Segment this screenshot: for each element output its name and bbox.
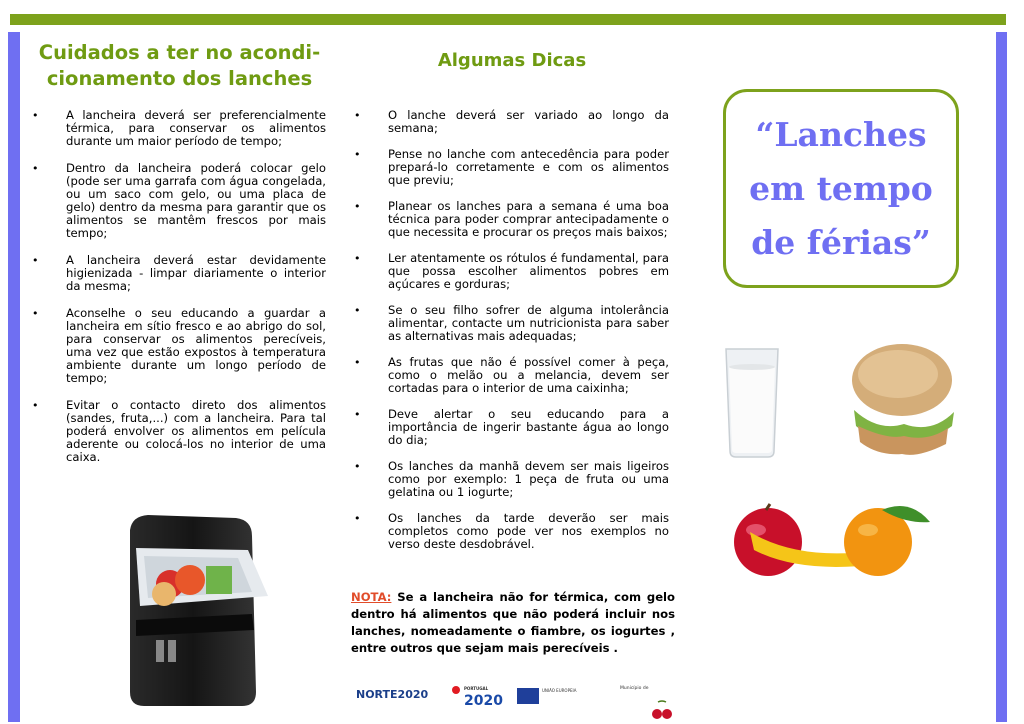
eu-flag-logo <box>517 688 539 704</box>
bullet-icon: • <box>32 162 39 175</box>
sandwich-image <box>848 340 958 460</box>
fruits-image <box>730 502 935 580</box>
sponsor-logos <box>352 686 692 720</box>
list-item: • As frutas que não é possível comer à peça, como o melão ou a melancia, devem ser cortadas para o interior de uma caixinha; <box>354 355 669 395</box>
bullet-icon: • <box>32 307 39 320</box>
left-purple-bar <box>8 32 20 722</box>
list-item: • Os lanches da manhã devem ser mais ligeiros como por exemplo: 1 peça de fruta ou uma gelatina ou 1 iogurte; <box>354 459 669 499</box>
bullet-icon: • <box>354 252 361 265</box>
top-green-bar <box>10 14 1006 25</box>
note-label: NOTA: <box>351 590 392 604</box>
brochure-title: “Lanches em tempo de férias” <box>749 114 933 262</box>
list-item: • A lancheira deverá estar devidamente higienizada - limpar diariamente o interior da mesma; <box>32 253 326 293</box>
note-text: Se a lancheira não for térmica, com gelo dentro há alimentos que não poderá incluir nos lanches, nomeadamente o fiambre, os iogurtes , entre outros que sejam mais perecíveis . <box>351 590 675 655</box>
list-item: • A lancheira deverá ser preferencialmente térmica, para conservar os alimentos durante um maior período de tempo; <box>32 108 326 148</box>
list-item: • Se o seu filho sofrer de alguma intolerância alimentar, contacte um nutricionista para saber as alternativas mais adequadas; <box>354 303 669 343</box>
right-purple-bar <box>996 32 1007 722</box>
portugal2020-logo: PORTUGAL 2020 <box>452 686 500 716</box>
milk-glass-image <box>722 345 782 460</box>
bullet-icon: • <box>354 512 361 525</box>
list-item: • Evitar o contacto direto dos alimentos (sandes, fruta,...) com a lancheira. Para tal poderá envolver os alimentos em película aderente ou colocá-los no interior de uma caixa. <box>32 398 326 464</box>
care-list <box>29 109 326 478</box>
list-item: • Dentro da lancheira poderá colocar gelo (pode ser uma garrafa com água congelada, ou um saco com gelo, ou uma placa de gelo) dentro da mesma para garantir que os alimentos se mantêm frescos por mais tempo; <box>32 161 326 240</box>
list-item: • Os lanches da tarde deverão ser mais completos como pode ver nos exemplos no verso deste desdobrável. <box>354 511 669 551</box>
list-item: • Planear os lanches para a semana é uma boa técnica para poder comprar antecipadamente o que necessita e procurar os preços mais baixos; <box>354 199 669 239</box>
bullet-icon: • <box>354 200 361 213</box>
bullet-icon: • <box>354 356 361 369</box>
bullet-icon: • <box>354 408 361 421</box>
note-paragraph <box>351 589 675 657</box>
cherry-icon <box>650 700 674 720</box>
bullet-icon: • <box>32 109 39 122</box>
lunch-bag-image <box>118 510 268 710</box>
eu-label: UNIÃO EUROPEIA <box>542 688 577 693</box>
bullet-icon: • <box>32 399 39 412</box>
title-box <box>723 89 959 288</box>
list-item: • Pense no lanche com antecedência para poder prepará-lo corretamente e com os alimentos que previu; <box>354 147 669 187</box>
list-item: • Aconselhe o seu educando a guardar a lancheira em sítio fresco e ao abrigo do sol, para conservar os alimentos perecíveis, uma vez que estão expostos à temperatura ambiente durante um longo período de tempo; <box>32 306 326 385</box>
list-item: • O lanche deverá ser variado ao longo da semana; <box>354 108 669 135</box>
bullet-icon: • <box>32 254 39 267</box>
bullet-icon: • <box>354 304 361 317</box>
norte2020-logo: NORTE2020 <box>356 688 429 701</box>
municipio-logo: Município de <box>620 686 649 691</box>
bullet-icon: • <box>354 109 361 122</box>
list-item: • Ler atentamente os rótulos é fundamental, para que possa escolher alimentos pobres em açúcares e gorduras; <box>354 251 669 291</box>
tips-section-title: Algumas Dicas <box>437 50 587 71</box>
bullet-icon: • <box>354 460 361 473</box>
care-section-title: Cuidados a ter no acondi- cionamento dos lanches <box>38 41 321 90</box>
tips-list <box>351 109 669 564</box>
bullet-icon: • <box>354 148 361 161</box>
list-item: • Deve alertar o seu educando para a importância de ingerir bastante água ao longo do dia; <box>354 407 669 447</box>
